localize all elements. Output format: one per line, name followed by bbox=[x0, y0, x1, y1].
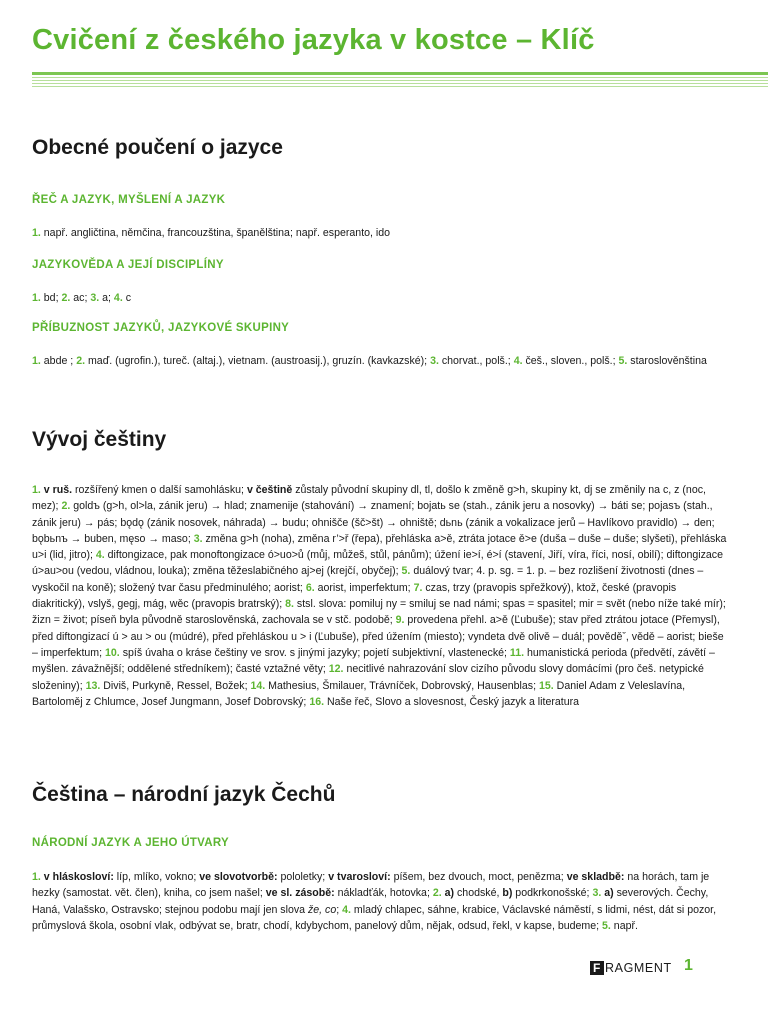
answer-text: humanistická perioda (předvětí, závětí – myšlen. závažnější; oddělené středníkem); časté vztažné věty; bbox=[32, 646, 715, 676]
logo-letter: F bbox=[590, 961, 604, 975]
answer-text: czas, trzy (pravopis spřežkový), ktož, české (pravopis diakritický), vslyš, gegj, mág, wěc (pravopis bratrský); bbox=[32, 581, 677, 611]
answer-number: 4. bbox=[513, 355, 523, 367]
answer-text: chorvat., polš.; bbox=[438, 355, 514, 367]
answer-text: chodské, bbox=[454, 887, 503, 900]
answer-text: např. bbox=[610, 919, 638, 932]
answer-text: a; bbox=[99, 292, 114, 304]
answer-label: v tvarosloví: bbox=[328, 871, 391, 883]
answer-number: 7. bbox=[413, 581, 423, 594]
answer-number: 1. bbox=[32, 871, 41, 883]
answer-number: 8. bbox=[285, 598, 294, 611]
answer-number: 4. bbox=[342, 903, 351, 916]
answer-number: 6. bbox=[305, 581, 315, 594]
answers-narodni bbox=[32, 869, 732, 934]
answer-number: 9. bbox=[395, 614, 405, 627]
answer-text: duálový tvar; 4. p. sg. = 1. p. – bez rozlišení životnosti (dnes – vyskočil na koně); složený tvar času předminulého; aorist; bbox=[32, 565, 704, 594]
answer-text: Diviš, Purkyně, Ressel, Božek; bbox=[100, 679, 251, 692]
answer-text: goldъ (g>h, ol>la, zánik jeru) → hlad; znamenije (stahování) → znamení; bojatь se (stah., zánik jeru a nosovky) → báti se; pojasъ (stah., zánik jeru) → pás; bǫdǫ (zánik nosovek, náhrada) → budu; ohnišče (šč>št) → ohniště; dьnь (zánik a vokalizace jerů – Havlíkovo pravidlo) → den; bǫbьnъ → buben, męso → maso; bbox=[32, 500, 715, 545]
page-number: 1 bbox=[684, 957, 693, 974]
answer-number: 14. bbox=[250, 679, 266, 692]
section-heading-narodni: Čeština – národní jazyk Čechů bbox=[32, 783, 336, 806]
answer-text: podkrkonošské; bbox=[512, 887, 593, 900]
answer-label: v hláskosloví: bbox=[40, 871, 114, 883]
answer-text: češ., sloven., polš.; bbox=[522, 355, 619, 367]
answer-number: 3. bbox=[592, 887, 602, 900]
answer-number: 4. bbox=[95, 549, 105, 562]
answer-number: 1. bbox=[32, 227, 41, 239]
answer-text: Daniel Adam z Veleslavína, Bartoloměj z Chlumce, Josef Jungmann, Josef Dobrovský; bbox=[32, 679, 686, 708]
answer-number: 15. bbox=[539, 679, 554, 692]
title-underline bbox=[32, 72, 768, 88]
answer-text: abde ; bbox=[40, 355, 77, 367]
answer-text: stsl. slova: pomiluj ny = smiluj se nad námi; spas = spasitel; mir = svět (nebo níže také mír); žizn = život; píseň byla původně staroslověnská, zachovala se v stč. podobě; bbox=[32, 598, 726, 627]
answer-text: na horách, tam je hezky (samostat. vět. člen), kniha, co jsem našel; bbox=[32, 871, 710, 900]
answers-vyvoj bbox=[32, 482, 732, 710]
section-heading-obecne: Obecné poučení o jazyce bbox=[32, 136, 283, 159]
page-title: Cvičení z českého jazyka v kostce – Klíč bbox=[32, 24, 595, 56]
answer-number: 16. bbox=[309, 695, 325, 708]
answer-number: 4. bbox=[113, 292, 123, 304]
subsection-heading-rec: ŘEČ A JAZYK, MYŠLENÍ A JAZYK bbox=[32, 194, 226, 206]
section-heading-vyvoj: Vývoj češtiny bbox=[32, 428, 167, 451]
answer-label: v češtině bbox=[246, 484, 293, 496]
answers-jazykoveda bbox=[32, 290, 732, 306]
answer-text: rozšířený kmen o další samohlásku; bbox=[72, 484, 247, 496]
answer-text: ac; bbox=[70, 292, 91, 304]
answer-text: změna g>h (noha), změna r’>ř (řepa), přehláska a>ě, ztráta jotace ě>e (duša – duše – duše; slyšeti), přehláska u>i (lid, jitro); bbox=[32, 532, 727, 562]
answer-text: maď. (ugrofin.), tureč. (altaj.), vietnam. (austroasij.), gruzín. (kavkazské); bbox=[85, 355, 431, 367]
answers-rec bbox=[32, 225, 732, 241]
answers-pribuznost bbox=[32, 353, 732, 369]
subsection-heading-jazykoveda: JAZYKOVĚDA A JEJÍ DISCIPLÍNY bbox=[32, 259, 224, 271]
answer-text: ; bbox=[336, 903, 343, 916]
answer-number: 3. bbox=[430, 355, 439, 367]
answer-text: necitlivé nahrazování slov cizího původu slovy domácími (pro češ. netypické složeniny); bbox=[32, 663, 704, 692]
answer-number: 3. bbox=[90, 292, 100, 304]
answer-number: 13. bbox=[85, 679, 101, 692]
logo-text: RAGMENT bbox=[605, 961, 672, 975]
answer-text: mladý chlapec, sáhne, krabice, Václavské náměstí, s lidmi, nést, dát si pozor, průmyslová škola, osobní vlak, odbývat se, bratr, chodí, kdybychom, panelový dům, nějak, odsud, řekl, v kapse, budeme; bbox=[32, 903, 717, 932]
answer-label: ve sl. zásobě: bbox=[265, 887, 335, 900]
subsection-heading-pribuznost: PŘÍBUZNOST JAZYKŮ, JAZYKOVÉ SKUPINY bbox=[32, 322, 290, 334]
answer-number: 2. bbox=[432, 887, 442, 900]
answer-text: zůstaly původní skupiny dl, tl, došlo k změně g>h, skupiny kt, dj se změnily na c, z (noc, mez); bbox=[32, 484, 706, 513]
answer-number: 5. bbox=[401, 565, 411, 578]
answer-label: a) bbox=[441, 887, 455, 900]
answer-number: 12. bbox=[328, 663, 344, 676]
answer-number: 3. bbox=[193, 532, 203, 545]
answer-text: nákladťák, hotovka; bbox=[334, 887, 433, 900]
answer-number: 10. bbox=[105, 646, 120, 659]
answer-text: Naše řeč, Slovo a slovesnost, Český jazyk a literatura bbox=[324, 695, 580, 708]
answer-text: bd; bbox=[40, 292, 62, 304]
answer-text: provedena přehl. a>ě (Ľubuše); stav před ztrátou jotace (Přemysl), před diftongizací ú > au > ou (múdré), před přehláskou u > i (Ľubuše), před úžením (miesto); vyndeta dvě olivě – duál; pověděˇ, vědě – aorist; bieše – imperfektum; bbox=[32, 614, 724, 659]
answer-number: 2. bbox=[76, 355, 86, 367]
answer-text: líp, mlíko, vokno; bbox=[113, 871, 200, 883]
answer-number: 1. bbox=[32, 292, 41, 304]
publisher-logo bbox=[590, 959, 672, 977]
answer-number: 1. bbox=[32, 355, 41, 367]
answer-text: staroslověnština bbox=[627, 355, 707, 367]
answer-label: b) bbox=[502, 887, 513, 900]
answer-label: ve slovotvorbě: bbox=[199, 871, 278, 883]
answer-text: např. angličtina, němčina, francouzština, španělština; např. esperanto, ido bbox=[40, 227, 391, 239]
answer-text: aorist, imperfektum; bbox=[314, 581, 414, 594]
answer-number: 5. bbox=[618, 355, 628, 367]
answer-label: v ruš. bbox=[40, 484, 73, 496]
answer-number: 11. bbox=[509, 646, 525, 659]
answer-number: 1. bbox=[32, 484, 41, 496]
answer-text: spíš úvaha o kráse češtiny ve srov. s jinými jazyky; pojetí subjektivní, vlastenecké; bbox=[119, 646, 510, 659]
answer-label: a) bbox=[601, 887, 614, 900]
answer-text: Mathesius, Šmilauer, Trávníček, Dobrovský, Hausenblas; bbox=[265, 679, 539, 692]
answer-italic: že, co bbox=[307, 903, 337, 916]
answer-number: 2. bbox=[61, 292, 71, 304]
answer-text: c bbox=[122, 292, 132, 304]
answer-text: píšem, bez dvouch, moct, penězma; bbox=[390, 871, 567, 883]
answer-number: 5. bbox=[602, 919, 611, 932]
subsection-heading-narodni: NÁRODNÍ JAZYK A JEHO ÚTVARY bbox=[32, 837, 230, 849]
answer-text: severových. Čechy, Haná, Valašsko, Ostravsko; stejnou podobu mají jen slova bbox=[32, 887, 709, 916]
answer-text: diftongizace, pak monoftongizace ó>uo>ů (můj, můžeš, stůl, pánům); úžení ie>í, é>í (stavení, Jiří, víra, říci, nosí, obilí); diftongizace ú>au>ou (vedou, vládnou, louka); změna těžeslabičného aj>ej (krejčí, obyčej); bbox=[32, 549, 723, 578]
answer-text: pololetky; bbox=[277, 871, 329, 883]
answer-label: ve skladbě: bbox=[566, 871, 625, 883]
answer-number: 2. bbox=[61, 500, 71, 513]
